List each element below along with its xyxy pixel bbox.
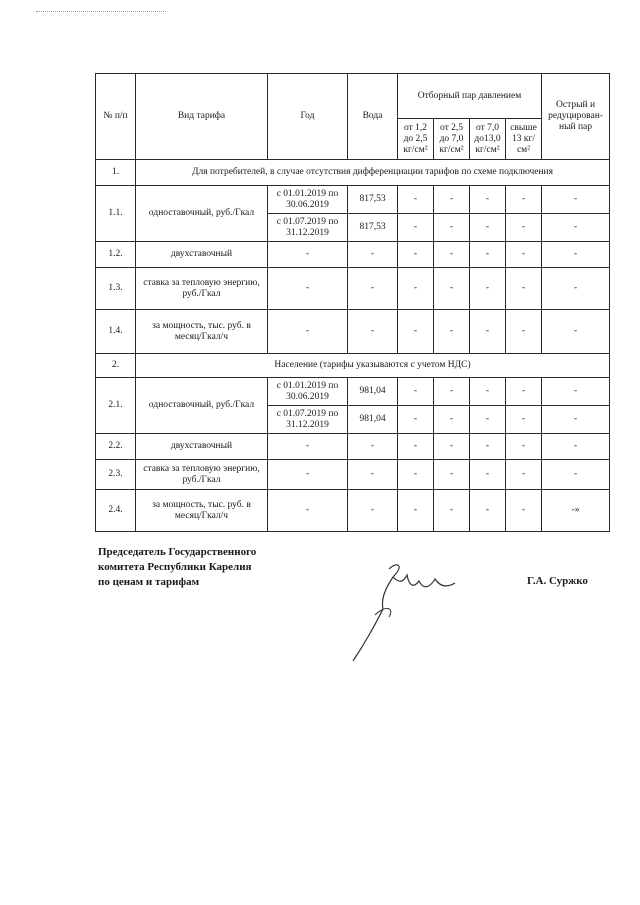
value-cell: - — [398, 186, 434, 214]
value-cell: - — [434, 186, 470, 214]
section-row — [96, 354, 610, 378]
value-cell: -» — [542, 490, 610, 532]
table-row — [96, 268, 610, 310]
value-cell: - — [542, 242, 610, 268]
value-cell: - — [470, 460, 506, 490]
value-cell: - — [470, 242, 506, 268]
row-label: ставка за тепловую энергию, руб./Гкал — [136, 268, 268, 310]
value-cell: - — [470, 310, 506, 354]
value-cell: - — [398, 268, 434, 310]
table-row — [96, 186, 610, 214]
value-cell: - — [398, 490, 434, 532]
value-cell: - — [398, 434, 434, 460]
table-row — [96, 460, 610, 490]
value-cell: - — [506, 310, 542, 354]
value-cell: - — [268, 242, 348, 268]
value-cell: - — [398, 378, 434, 406]
header-sharp-steam: Острый и редуцирован-ный пар — [542, 74, 610, 160]
value-cell: - — [470, 490, 506, 532]
value-cell: - — [506, 214, 542, 242]
value-cell: - — [506, 406, 542, 434]
section-row — [96, 160, 610, 186]
row-label: ставка за тепловую энергию, руб./Гкал — [136, 460, 268, 490]
top-rule — [36, 11, 166, 12]
value-cell: - — [398, 406, 434, 434]
value-cell: - — [398, 310, 434, 354]
value-cell: - — [348, 490, 398, 532]
value-cell: - — [434, 214, 470, 242]
signature-line-3: по ценам и тарифам — [98, 576, 200, 588]
row-num: 2.2. — [96, 434, 136, 460]
value-cell: - — [268, 434, 348, 460]
row-num: 1.4. — [96, 310, 136, 354]
row-label: одноставочный, руб./Гкал — [136, 186, 268, 242]
row-num: 1.2. — [96, 242, 136, 268]
section-num: 1. — [96, 160, 136, 186]
row-num: 2.1. — [96, 378, 136, 434]
header-pressure-4: свыше 13 кг/см² — [506, 119, 542, 160]
value-cell: - — [434, 406, 470, 434]
header-tariff-type: Вид тарифа — [136, 74, 268, 160]
value-cell: - — [542, 310, 610, 354]
row-label: двухставочный — [136, 242, 268, 268]
water-value: 817,53 — [348, 214, 398, 242]
value-cell: - — [542, 268, 610, 310]
period-year: с 01.07.2019 по 31.12.2019 — [268, 214, 348, 242]
row-label: одноставочный, руб./Гкал — [136, 378, 268, 434]
value-cell: - — [268, 268, 348, 310]
row-num: 1.3. — [96, 268, 136, 310]
row-label: за мощность, тыс. руб. в месяц/Гкал/ч — [136, 310, 268, 354]
handwritten-signature — [345, 555, 465, 665]
water-value: 981,04 — [348, 406, 398, 434]
value-cell: - — [434, 490, 470, 532]
header-pressure-3: от 7,0 до13,0 кг/см² — [470, 119, 506, 160]
value-cell: - — [398, 242, 434, 268]
row-label: двухставочный — [136, 434, 268, 460]
value-cell: - — [506, 460, 542, 490]
value-cell: - — [348, 242, 398, 268]
value-cell: - — [470, 378, 506, 406]
value-cell: - — [542, 406, 610, 434]
row-num: 2.3. — [96, 460, 136, 490]
period-year: с 01.01.2019 по 30.06.2019 — [268, 378, 348, 406]
value-cell: - — [268, 460, 348, 490]
value-cell: - — [506, 378, 542, 406]
table-row — [96, 310, 610, 354]
header-year: Год — [268, 74, 348, 160]
value-cell: - — [470, 214, 506, 242]
value-cell: - — [348, 434, 398, 460]
signature-line-1: Председатель Государственного — [98, 546, 257, 558]
row-num: 1.1. — [96, 186, 136, 242]
value-cell: - — [434, 378, 470, 406]
value-cell: - — [434, 434, 470, 460]
value-cell: - — [268, 310, 348, 354]
value-cell: - — [506, 268, 542, 310]
header-water: Вода — [348, 74, 398, 160]
value-cell: - — [434, 310, 470, 354]
value-cell: - — [398, 460, 434, 490]
value-cell: - — [470, 186, 506, 214]
table-row — [96, 434, 610, 460]
table-row — [96, 242, 610, 268]
value-cell: - — [348, 460, 398, 490]
signature-line-2: комитета Республики Карелия — [98, 561, 252, 573]
row-label: за мощность, тыс. руб. в месяц/Гкал/ч — [136, 490, 268, 532]
water-value: 817,53 — [348, 186, 398, 214]
value-cell: - — [542, 434, 610, 460]
value-cell: - — [506, 242, 542, 268]
signature-title — [98, 545, 256, 590]
value-cell: - — [348, 268, 398, 310]
value-cell: - — [470, 268, 506, 310]
section-title: Население (тарифы указываются с учетом НДС) — [136, 354, 610, 378]
header-row-1 — [96, 74, 610, 119]
table-row — [96, 378, 610, 406]
row-num: 2.4. — [96, 490, 136, 532]
period-year: с 01.07.2019 по 31.12.2019 — [268, 406, 348, 434]
tariff-table — [95, 73, 610, 532]
value-cell: - — [470, 406, 506, 434]
value-cell: - — [470, 434, 506, 460]
header-selected-steam: Отборный пар давлением — [398, 74, 542, 119]
value-cell: - — [542, 460, 610, 490]
header-pressure-1: от 1,2 до 2,5 кг/см² — [398, 119, 434, 160]
value-cell: - — [506, 490, 542, 532]
value-cell: - — [542, 378, 610, 406]
period-year: с 01.01.2019 по 30.06.2019 — [268, 186, 348, 214]
signer-name: Г.А. Суржко — [527, 575, 588, 587]
value-cell: - — [434, 242, 470, 268]
value-cell: - — [542, 214, 610, 242]
value-cell: - — [398, 214, 434, 242]
value-cell: - — [348, 310, 398, 354]
section-num: 2. — [96, 354, 136, 378]
value-cell: - — [434, 268, 470, 310]
value-cell: - — [506, 186, 542, 214]
value-cell: - — [542, 186, 610, 214]
header-pressure-2: от 2,5 до 7,0 кг/см² — [434, 119, 470, 160]
value-cell: - — [506, 434, 542, 460]
water-value: 981,04 — [348, 378, 398, 406]
value-cell: - — [434, 460, 470, 490]
value-cell: - — [268, 490, 348, 532]
table-row — [96, 490, 610, 532]
header-num: № п/п — [96, 74, 136, 160]
section-title: Для потребителей, в случае отсутствия дифференциации тарифов по схеме подключения — [136, 160, 610, 186]
